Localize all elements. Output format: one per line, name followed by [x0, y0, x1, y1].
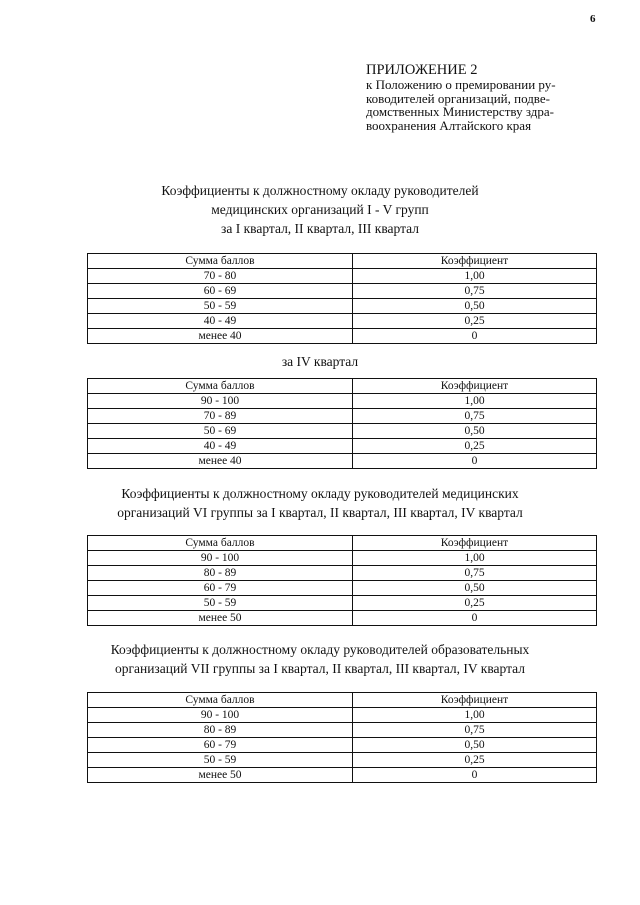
coefficient-cell: 1,00 — [353, 269, 597, 284]
section-caption — [60, 181, 580, 238]
header-score: Сумма баллов — [88, 536, 353, 551]
score-cell: 90 - 100 — [88, 708, 353, 723]
caption-line: организаций VI группы за I квартал, II квартал, III квартал, IV квартал — [117, 505, 523, 520]
appendix-title: ПРИЛОЖЕНИЕ 2 — [366, 62, 478, 78]
header-score: Сумма баллов — [88, 379, 353, 394]
header-coefficient: Коэффициент — [353, 536, 597, 551]
table-row — [88, 409, 597, 424]
caption-line: Коэффициенты к должностному окладу руководителей медицинских — [121, 486, 519, 501]
table-row — [88, 566, 597, 581]
table-row — [88, 753, 597, 768]
coefficient-cell: 0 — [353, 329, 597, 344]
coefficient-cell: 0,25 — [353, 439, 597, 454]
appendix-line: к Положению о премировании ру- — [366, 77, 556, 92]
table-row — [88, 551, 597, 566]
coefficient-cell: 0,75 — [353, 284, 597, 299]
appendix-line: ководителей организаций, подве- — [366, 90, 550, 106]
score-cell: 60 - 79 — [88, 581, 353, 596]
coefficient-cell: 0,50 — [353, 299, 597, 314]
table-row — [88, 329, 597, 344]
table-header-row — [88, 693, 597, 708]
section-caption — [60, 484, 580, 522]
score-cell: 80 - 89 — [88, 723, 353, 738]
score-cell: 70 - 89 — [88, 409, 353, 424]
table-row — [88, 596, 597, 611]
score-cell: 80 - 89 — [88, 566, 353, 581]
appendix-line: домственных Министерству здра- — [366, 104, 554, 119]
coefficient-cell: 0,25 — [353, 596, 597, 611]
score-cell: менее 40 — [88, 454, 353, 469]
score-cell: 90 - 100 — [88, 551, 353, 566]
score-cell: 50 - 69 — [88, 424, 353, 439]
header-score: Сумма баллов — [88, 254, 353, 269]
score-cell: менее 50 — [88, 611, 353, 626]
caption-line: Коэффициенты к должностному окладу руководителей — [161, 183, 479, 198]
header-coefficient: Коэффициент — [353, 379, 597, 394]
coefficient-cell: 1,00 — [353, 394, 597, 409]
coefficient-cell: 1,00 — [353, 551, 597, 566]
table-row — [88, 454, 597, 469]
coefficient-table — [87, 535, 597, 626]
table-row — [88, 439, 597, 454]
coefficient-cell: 0,75 — [353, 566, 597, 581]
coefficient-cell: 0,75 — [353, 723, 597, 738]
header-coefficient: Коэффициент — [353, 693, 597, 708]
coefficient-cell: 0,25 — [353, 753, 597, 768]
appendix-block — [366, 62, 606, 132]
section-caption — [60, 352, 580, 371]
header-score: Сумма баллов — [88, 693, 353, 708]
coefficient-table — [87, 253, 597, 344]
caption-line: организаций VII группы за I квартал, II квартал, III квартал, IV квартал — [114, 661, 526, 676]
table-row — [88, 708, 597, 723]
score-cell: менее 50 — [88, 768, 353, 783]
coefficient-table — [87, 692, 597, 783]
page-number: 6 — [590, 13, 596, 25]
section-caption — [60, 640, 580, 678]
table-row — [88, 768, 597, 783]
table-row — [88, 284, 597, 299]
caption-line: медицинских организаций I - V групп — [211, 202, 429, 217]
caption-line: за IV квартал — [281, 354, 359, 369]
table-row — [88, 269, 597, 284]
table-row — [88, 723, 597, 738]
coefficient-cell: 0,50 — [353, 581, 597, 596]
table-row — [88, 314, 597, 329]
score-cell: 50 - 59 — [88, 753, 353, 768]
table-row — [88, 738, 597, 753]
coefficient-cell: 0,75 — [353, 409, 597, 424]
coefficient-cell: 0 — [353, 611, 597, 626]
score-cell: 60 - 79 — [88, 738, 353, 753]
caption-line: Коэффициенты к должностному окладу руководителей образовательных — [110, 642, 530, 657]
coefficient-cell: 0 — [353, 768, 597, 783]
table-row — [88, 424, 597, 439]
table-row — [88, 581, 597, 596]
header-coefficient: Коэффициент — [353, 254, 597, 269]
score-cell: 60 - 69 — [88, 284, 353, 299]
score-cell: 40 - 49 — [88, 314, 353, 329]
coefficient-cell: 0,50 — [353, 738, 597, 753]
score-cell: 50 - 59 — [88, 299, 353, 314]
score-cell: 70 - 80 — [88, 269, 353, 284]
coefficient-cell: 0,25 — [353, 314, 597, 329]
table-header-row — [88, 379, 597, 394]
score-cell: 40 - 49 — [88, 439, 353, 454]
appendix-line: воохранения Алтайского края — [366, 117, 532, 133]
coefficient-cell: 0,50 — [353, 424, 597, 439]
coefficient-cell: 0 — [353, 454, 597, 469]
table-row — [88, 299, 597, 314]
score-cell: 90 - 100 — [88, 394, 353, 409]
score-cell: менее 40 — [88, 329, 353, 344]
table-header-row — [88, 254, 597, 269]
score-cell: 50 - 59 — [88, 596, 353, 611]
table-header-row — [88, 536, 597, 551]
table-row — [88, 394, 597, 409]
table-row — [88, 611, 597, 626]
caption-line: за I квартал, II квартал, III квартал — [221, 221, 419, 236]
coefficient-table — [87, 378, 597, 469]
coefficient-cell: 1,00 — [353, 708, 597, 723]
